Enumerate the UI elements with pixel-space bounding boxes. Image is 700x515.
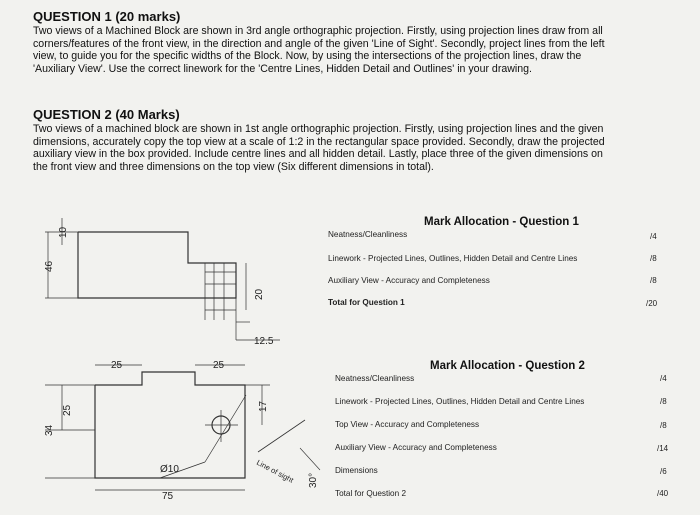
mark-row-value: /40 bbox=[657, 489, 669, 498]
question-1-line: corners/features of the front view, in the direction and angle of the given 'Line of Sight'. Secondly, project lines from the left bbox=[33, 37, 605, 50]
mark-row-value: /8 bbox=[650, 254, 657, 263]
question-1-line: view, to guide you for the specific widths of the Block. Now, by using the intersections of the projection lines, draw the bbox=[33, 50, 582, 63]
dim-10: 10 bbox=[58, 226, 69, 238]
mark-row-label: Auxiliary View - Accuracy and Completeness bbox=[328, 276, 490, 285]
question-2-line: dimensions, accurately copy the top view at a scale of 1:2 in the rectangular space provided. Secondly, draw the projected bbox=[33, 135, 605, 148]
dim-12-5: 12.5 bbox=[254, 336, 274, 347]
mark-row-label: Total for Question 2 bbox=[335, 489, 406, 498]
mark-row-label: Neatness/Cleanliness bbox=[328, 230, 408, 239]
dim-46: 46 bbox=[44, 260, 55, 272]
mark-allocation-q2-title: Mark Allocation - Question 2 bbox=[430, 360, 585, 372]
mark-row-value: /8 bbox=[660, 397, 667, 406]
mark-row-value: /20 bbox=[646, 299, 658, 308]
question-2-line: the front view and three dimensions on the top view (Six different dimensions in total). bbox=[33, 160, 434, 173]
mark-row-value: /4 bbox=[650, 232, 657, 241]
dim-30-deg: 30° bbox=[308, 472, 319, 488]
question-1-line: Two views of a Machined Block are shown in 3rd angle orthographic projection. Firstly, using projection lines draw from all bbox=[33, 25, 603, 37]
question-2-line: auxiliary view in the box provided. Include centre lines and all hidden detail. Lastly, place three of the given dimensions on bbox=[33, 148, 603, 161]
mark-row-value: /8 bbox=[660, 421, 667, 430]
question-1-title: QUESTION 1 (20 marks) bbox=[33, 9, 181, 24]
dim-diameter-10: Ø10 bbox=[160, 464, 179, 475]
mark-row-value: /14 bbox=[657, 444, 669, 453]
dim-20: 20 bbox=[254, 288, 265, 300]
line-of-sight-label: Line of sight bbox=[255, 457, 296, 485]
mark-row-label: Neatness/Cleanliness bbox=[335, 374, 415, 383]
dim-25-top-left: 25 bbox=[111, 360, 123, 371]
mark-row-label: Total for Question 1 bbox=[328, 298, 405, 307]
question-1-line: 'Auxiliary View'. Use the correct linework for the 'Centre Lines, Hidden Detail and Outlines' in your drawing. bbox=[33, 62, 532, 75]
mark-row-value: /4 bbox=[660, 374, 667, 383]
drawing-question-1 bbox=[45, 218, 280, 340]
mark-row-label: Auxiliary View - Accuracy and Completeness bbox=[335, 443, 497, 452]
mark-row-label: Top View - Accuracy and Completeness bbox=[335, 420, 480, 429]
mark-row-label: Linework - Projected Lines, Outlines, Hidden Detail and Centre Lines bbox=[328, 254, 578, 263]
question-2-title: QUESTION 2 (40 Marks) bbox=[33, 107, 180, 122]
dim-34: 34 bbox=[44, 424, 55, 436]
dim-17: 17 bbox=[258, 400, 269, 412]
dim-75: 75 bbox=[162, 491, 174, 502]
mark-row-value: /8 bbox=[650, 276, 657, 285]
mark-row-value: /6 bbox=[660, 467, 667, 476]
dim-25-top-right: 25 bbox=[213, 360, 225, 371]
dim-25-left: 25 bbox=[62, 404, 73, 416]
mark-row-label: Dimensions bbox=[335, 466, 378, 475]
question-2-line: Two views of a machined block are shown in 1st angle orthographic projection. Firstly, using projection lines and the given bbox=[33, 123, 604, 135]
mark-row-label: Linework - Projected Lines, Outlines, Hidden Detail and Centre Lines bbox=[335, 397, 585, 406]
mark-allocation-q1-title: Mark Allocation - Question 1 bbox=[424, 216, 579, 228]
